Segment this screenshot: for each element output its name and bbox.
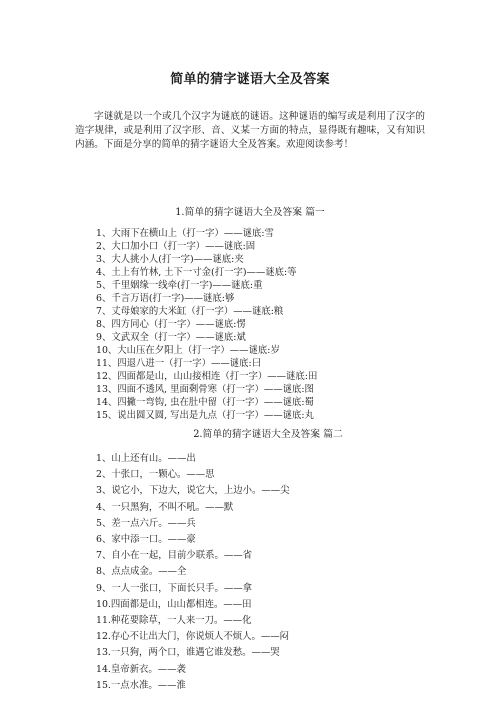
list-item: 14、四撇一弯钩, 虫在肚中留（打一字）——谜底:蜀 [96,397,314,408]
list-item: 4、土上有竹林, 土下一寸金(打一字)——谜底:等 [96,267,297,278]
list-item: 5、千里姻缘一线牵(打一字)——谜底:重 [96,280,263,291]
list-item: 9、一人一张口，下面长只手。——拿 [96,582,252,594]
list-item: 5、差一点六斤。——兵 [96,517,196,529]
list-item: 7、自小在一起，目前少联系。——省 [96,550,252,562]
list-item: 6、千言万语(打一字)——谜底:够 [96,293,235,304]
riddle-list-2 [96,451,289,694]
intro-paragraph: 字谜就是以一个或几个汉字为谜底的谜语。这种谜语的编写或是利用了汉字的造字规律，或是利用了汉字形、音、义某一方面的特点，显得既有趣味，又有知识内涵。下面是分享的简单的猜字谜语大全及答案。欢迎阅读参考！ [75,111,425,150]
list-item: 1、山上还有山。——出 [96,453,196,464]
riddle-list-1 [96,227,317,422]
list-item: 7、丈母娘家的大米缸（打一字）——谜底:粮 [96,306,284,317]
list-item: 8、点点成金。——全 [96,566,187,578]
list-item: 10、大山压在夕阳上（打一字）——谜底:岁 [96,345,280,356]
list-item: 3、说它小，下边大，说它大，上边小。——尖 [96,485,290,497]
list-item: 14.皇帝新衣。——袭 [96,663,186,675]
list-item: 11.种花要除草，一人来一刀。——化 [96,615,252,627]
list-item: 6、家中添一口。——豪 [96,534,196,546]
list-item: 12、四面都是山，山山接相连（打一字）——谜底:田 [96,371,318,382]
list-item: 15、说出圆又圆, 写出是九点（打一字）——谜底:丸 [96,410,314,421]
list-item: 13、四面不透风, 里面剩骨寒（打一字）——谜底:图 [96,384,314,395]
document-title: 简单的猜字谜语大全及答案 [170,72,330,87]
list-item: 10.四面都是山，山山都相连。——田 [96,598,252,610]
list-item: 3、大人挑小人(打一字)——谜底:夹 [96,254,244,265]
list-item: 9、文武双全（打一字）——谜底:斌 [96,332,246,343]
list-item: 15.一点水准。——淮 [96,679,186,691]
list-item: 13.一只狗，两个口，谁遇它谁发愁。——哭 [96,647,280,659]
list-item: 4、一只黑狗，不叫不吼。——默 [96,501,234,513]
section-heading-2: 2.简单的猜字谜语大全及答案 篇二 [193,429,343,440]
list-item: 2、大口加小口（打一字）——谜底:固 [96,241,256,252]
list-item: 12.存心不让出大门，你说烦人不烦人。——闷 [96,631,290,643]
list-item: 8、四方同心（打一字）——谜底:愣 [96,319,246,330]
list-item: 1、大雨下在横山上（打一字）——谜底:雪 [96,228,274,239]
list-item: 2、十张口，一颗心。——思 [96,469,215,481]
list-item: 11、四退八进一（打一字）——谜底:曰 [96,358,262,369]
section-heading-1: 1.简单的猜字谜语大全及答案 篇一 [175,207,325,218]
